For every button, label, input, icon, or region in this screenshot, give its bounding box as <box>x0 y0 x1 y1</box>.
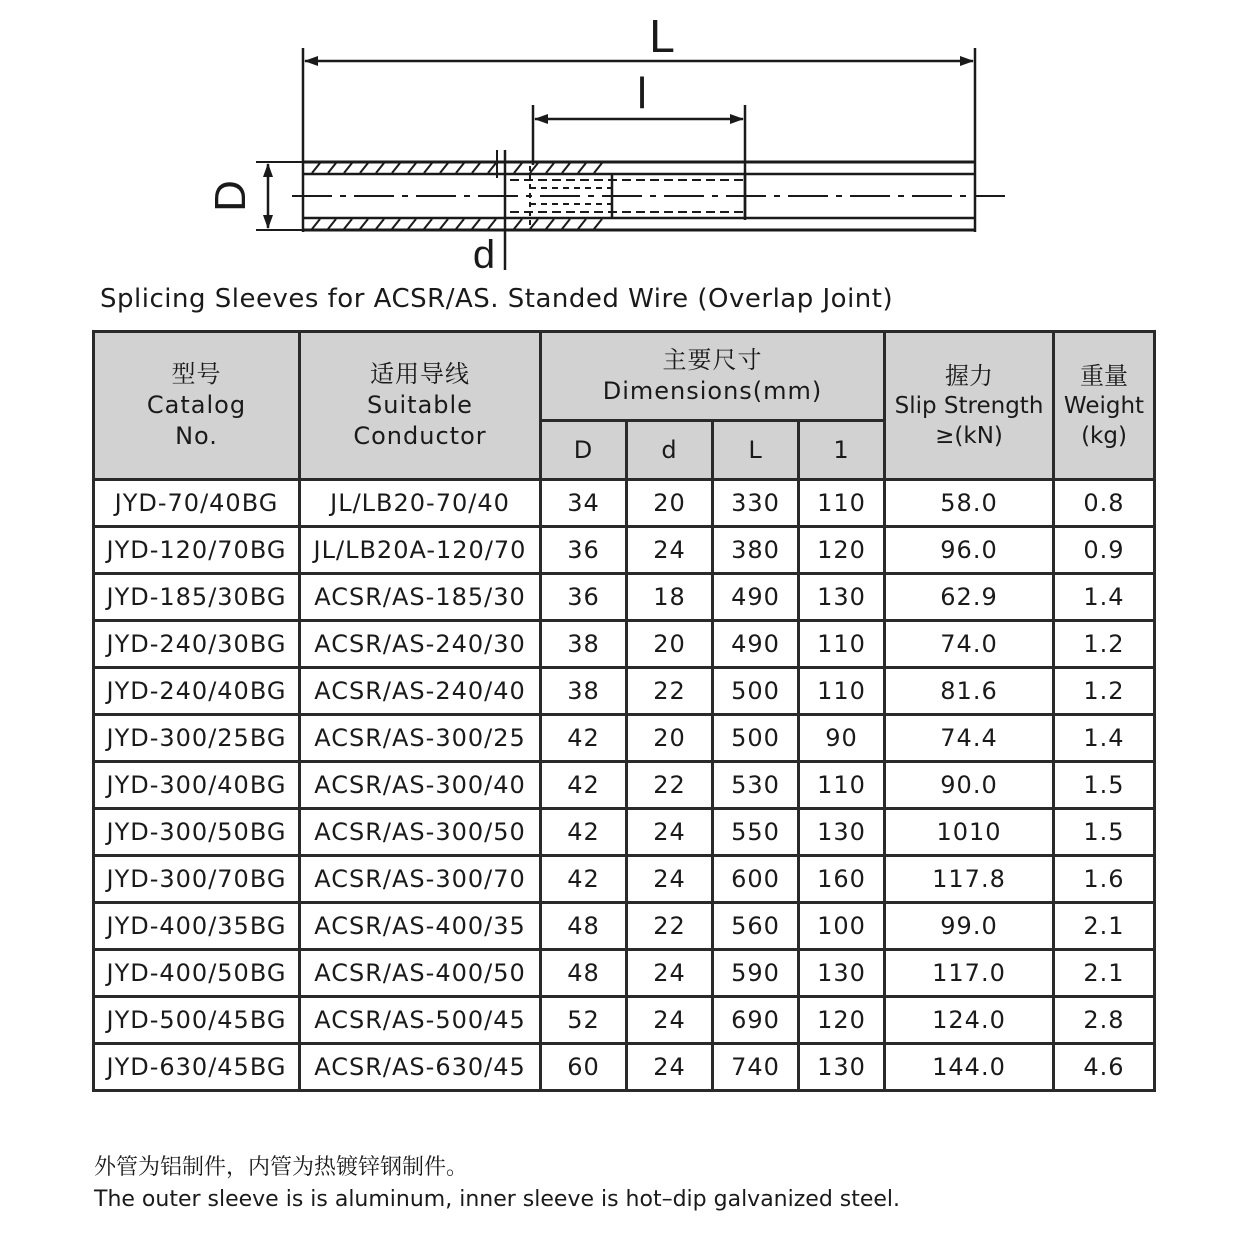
sleeve-body <box>292 162 1005 230</box>
table-cell: 1010 <box>885 809 1054 856</box>
table-cell: 20 <box>627 480 713 527</box>
table-cell: 42 <box>541 715 627 762</box>
table-cell: 100 <box>799 903 885 950</box>
table-cell: 24 <box>627 1044 713 1091</box>
table-cell: 600 <box>713 856 799 903</box>
sleeve-drawing <box>0 0 1240 280</box>
table-cell: 0.9 <box>1054 527 1155 574</box>
table-cell: 110 <box>799 480 885 527</box>
table-row <box>94 997 1155 1044</box>
table-cell: 130 <box>799 950 885 997</box>
label-D: D <box>206 180 255 212</box>
table-row <box>94 621 1155 668</box>
page-title: Splicing Sleeves for ACSR/AS. Standed Wire (Overlap Joint) <box>100 284 894 314</box>
table-cell: 590 <box>713 950 799 997</box>
table-cell: 690 <box>713 997 799 1044</box>
label-l: l <box>637 69 647 118</box>
table-cell: ACSR/AS-240/40 <box>300 668 541 715</box>
table-cell: 24 <box>627 950 713 997</box>
table-cell: ACSR/AS-300/40 <box>300 762 541 809</box>
table-cell: ACSR/AS-240/30 <box>300 621 541 668</box>
table-cell: ACSR/AS-300/50 <box>300 809 541 856</box>
table-cell: 530 <box>713 762 799 809</box>
table-cell: 130 <box>799 1044 885 1091</box>
table-cell: JYD-400/35BG <box>94 903 300 950</box>
table-cell: 36 <box>541 574 627 621</box>
dimension-d <box>473 150 505 277</box>
table-cell: 120 <box>799 527 885 574</box>
table-cell: 110 <box>799 762 885 809</box>
table-cell: 740 <box>713 1044 799 1091</box>
table-cell: 330 <box>713 480 799 527</box>
table-row <box>94 668 1155 715</box>
table-cell: 52 <box>541 997 627 1044</box>
table-cell: 560 <box>713 903 799 950</box>
table-cell: JYD-500/45BG <box>94 997 300 1044</box>
table-cell: JYD-400/50BG <box>94 950 300 997</box>
table-cell: 110 <box>799 668 885 715</box>
table-cell: 96.0 <box>885 527 1054 574</box>
table-cell: 90.0 <box>885 762 1054 809</box>
table-cell: 1.5 <box>1054 762 1155 809</box>
table-row <box>94 903 1155 950</box>
table-cell: ACSR/AS-300/70 <box>300 856 541 903</box>
table-cell: 22 <box>627 903 713 950</box>
table-cell: 22 <box>627 668 713 715</box>
table-cell: 62.9 <box>885 574 1054 621</box>
table-cell: 20 <box>627 621 713 668</box>
subheader-L: L <box>713 421 799 480</box>
dimension-l <box>533 69 745 220</box>
table-cell: ACSR/AS-185/30 <box>300 574 541 621</box>
table-row <box>94 809 1155 856</box>
table-cell: 160 <box>799 856 885 903</box>
table-cell: 42 <box>541 856 627 903</box>
table-cell: JYD-240/40BG <box>94 668 300 715</box>
table-cell: 117.8 <box>885 856 1054 903</box>
table-cell: ACSR/AS-500/45 <box>300 997 541 1044</box>
header-conductor: 适用导线 Suitable Conductor <box>300 332 541 480</box>
table-cell: 81.6 <box>885 668 1054 715</box>
table-cell: 124.0 <box>885 997 1054 1044</box>
note-chinese: 外管为铝制件，内管为热镀锌钢制件。 <box>94 1155 469 1180</box>
subheader-l: 1 <box>799 421 885 480</box>
header-weight: 重量 Weight (kg) <box>1054 332 1155 480</box>
table-cell: 74.4 <box>885 715 1054 762</box>
table-cell: 48 <box>541 950 627 997</box>
table-cell: 144.0 <box>885 1044 1054 1091</box>
table-cell: 24 <box>627 997 713 1044</box>
table-cell: 20 <box>627 715 713 762</box>
table-cell: 24 <box>627 809 713 856</box>
table-cell: ACSR/AS-400/50 <box>300 950 541 997</box>
subheader-d: d <box>627 421 713 480</box>
table-cell: 130 <box>799 809 885 856</box>
notes <box>94 1152 900 1216</box>
table-cell: 490 <box>713 574 799 621</box>
table-row <box>94 715 1155 762</box>
table-cell: 60 <box>541 1044 627 1091</box>
table-cell: 1.6 <box>1054 856 1155 903</box>
table-cell: 2.8 <box>1054 997 1155 1044</box>
note-english: The outer sleeve is is aluminum, inner sleeve is hot–dip galvanized steel. <box>94 1187 901 1212</box>
table-cell: 380 <box>713 527 799 574</box>
table-cell: 1.4 <box>1054 574 1155 621</box>
table-row <box>94 762 1155 809</box>
table-cell: 2.1 <box>1054 903 1155 950</box>
table-cell: 99.0 <box>885 903 1054 950</box>
table-cell: 58.0 <box>885 480 1054 527</box>
table-cell: 117.0 <box>885 950 1054 997</box>
table-cell: 74.0 <box>885 621 1054 668</box>
table-cell: 110 <box>799 621 885 668</box>
table-cell: 490 <box>713 621 799 668</box>
table-cell: 24 <box>627 856 713 903</box>
table-row <box>94 856 1155 903</box>
table-cell: 38 <box>541 668 627 715</box>
table-cell: 500 <box>713 668 799 715</box>
table-cell: 36 <box>541 527 627 574</box>
header-slip-strength: 握力 Slip Strength ≥(kN) <box>885 332 1054 480</box>
table-row <box>94 574 1155 621</box>
label-L: L <box>649 10 675 62</box>
table-cell: 38 <box>541 621 627 668</box>
table-cell: JYD-70/40BG <box>94 480 300 527</box>
table-cell: 1.2 <box>1054 621 1155 668</box>
table-cell: 1.4 <box>1054 715 1155 762</box>
table-cell: 2.1 <box>1054 950 1155 997</box>
table-cell: ACSR/AS-630/45 <box>300 1044 541 1091</box>
table-cell: ACSR/AS-400/35 <box>300 903 541 950</box>
table-cell: JYD-120/70BG <box>94 527 300 574</box>
table-cell: 24 <box>627 527 713 574</box>
subheader-D: D <box>541 421 627 480</box>
table-row <box>94 480 1155 527</box>
table-cell: JYD-300/40BG <box>94 762 300 809</box>
table-cell: JYD-300/25BG <box>94 715 300 762</box>
table-cell: JYD-300/70BG <box>94 856 300 903</box>
dimension-L <box>303 10 975 232</box>
header-catalog: 型号 Catalog No. <box>94 332 300 480</box>
table-cell: 90 <box>799 715 885 762</box>
table-body <box>94 480 1155 1091</box>
table-cell: 34 <box>541 480 627 527</box>
table-cell: JL/LB20A-120/70 <box>300 527 541 574</box>
table-cell: 42 <box>541 809 627 856</box>
table-cell: JYD-240/30BG <box>94 621 300 668</box>
table-cell: 18 <box>627 574 713 621</box>
table-cell: JYD-185/30BG <box>94 574 300 621</box>
table-cell: 120 <box>799 997 885 1044</box>
table-cell: JL/LB20-70/40 <box>300 480 541 527</box>
table-cell: 550 <box>713 809 799 856</box>
table-cell: 1.5 <box>1054 809 1155 856</box>
table-cell: 500 <box>713 715 799 762</box>
table-cell: 1.2 <box>1054 668 1155 715</box>
table-cell: 22 <box>627 762 713 809</box>
spec-table <box>92 330 1156 1092</box>
table-row <box>94 527 1155 574</box>
table-cell: JYD-630/45BG <box>94 1044 300 1091</box>
table-cell: 48 <box>541 903 627 950</box>
table-cell: ACSR/AS-300/25 <box>300 715 541 762</box>
table-cell: 42 <box>541 762 627 809</box>
label-d: d <box>472 233 496 277</box>
table-cell: 4.6 <box>1054 1044 1155 1091</box>
table-cell: JYD-300/50BG <box>94 809 300 856</box>
dimension-D <box>206 162 303 230</box>
header-dimensions: 主要尺寸 Dimensions(mm) <box>541 332 885 421</box>
table-row <box>94 950 1155 997</box>
table-cell: 0.8 <box>1054 480 1155 527</box>
table-row <box>94 1044 1155 1091</box>
table-cell: 130 <box>799 574 885 621</box>
